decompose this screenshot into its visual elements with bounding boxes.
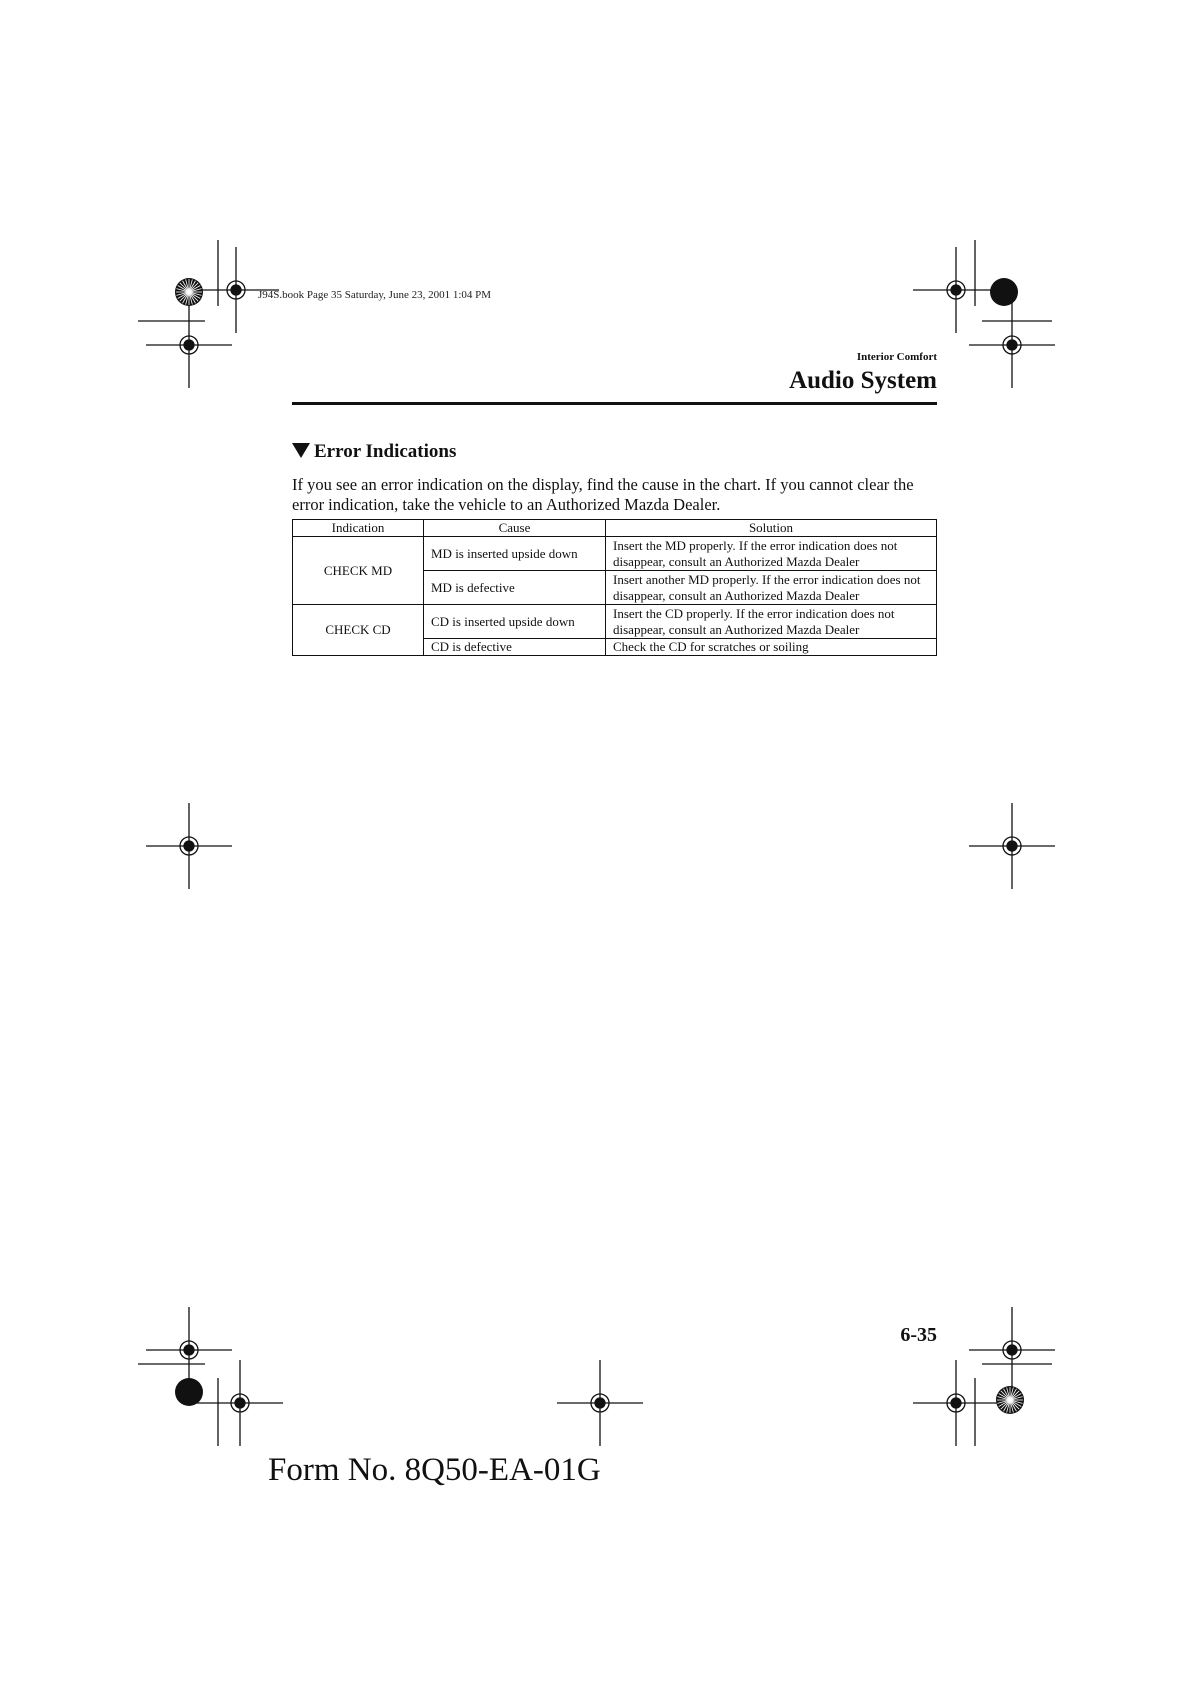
crosshair-mark: [913, 247, 999, 333]
cause-cell: MD is defective: [424, 571, 606, 605]
indication-cell: CHECK MD: [293, 537, 424, 605]
registration-dot: [990, 278, 1018, 306]
intro-paragraph: If you see an error indication on the display, find the cause in the chart. If you cannot clear the error indication, take the vehicle to an Authorized Mazda Dealer.: [292, 475, 914, 514]
crosshair-mark: [146, 302, 232, 388]
crosshair-mark: [969, 1307, 1055, 1393]
registration-dot: [175, 1378, 203, 1406]
indication-cell: CHECK CD: [293, 605, 424, 656]
triangle-down-icon: [292, 443, 310, 458]
section-heading: [292, 441, 456, 463]
solution-cell: Insert the CD properly. If the error indication does not disappear, consult an Authorized Mazda Dealer: [606, 605, 937, 639]
column-header: Cause: [424, 520, 606, 537]
form-number: Form No. 8Q50-EA-01G: [268, 1452, 601, 1488]
error-table: [292, 519, 937, 656]
cause-cell: CD is defective: [424, 639, 606, 656]
page-number: 6-35: [900, 1324, 937, 1346]
title-rule: [292, 402, 937, 405]
table-row: [293, 537, 937, 571]
crosshair-mark: [197, 1360, 283, 1446]
crosshair-mark: [913, 1360, 999, 1446]
starburst-mark: [175, 278, 203, 306]
solution-cell: Insert another MD properly. If the error indication does not disappear, consult an Authorized Mazda Dealer: [606, 571, 937, 605]
crosshair-mark: [969, 803, 1055, 889]
table-row: [293, 605, 937, 639]
crosshair-mark: [557, 1360, 643, 1446]
cause-cell: CD is inserted upside down: [424, 605, 606, 639]
print-header: J94S.book Page 35 Saturday, June 23, 2001 1:04 PM: [258, 289, 492, 301]
table-header-row: [293, 520, 937, 537]
cause-cell: MD is inserted upside down: [424, 537, 606, 571]
solution-cell: Insert the MD properly. If the error indication does not disappear, consult an Authorized Mazda Dealer: [606, 537, 937, 571]
section-label: Interior Comfort: [856, 351, 937, 363]
heading-text: Error Indications: [314, 441, 457, 462]
page-title: Audio System: [789, 367, 937, 394]
crosshair-mark: [969, 302, 1055, 388]
column-header: Indication: [293, 520, 424, 537]
column-header: Solution: [606, 520, 937, 537]
starburst-mark: [996, 1386, 1024, 1414]
crosshair-mark: [146, 803, 232, 889]
solution-cell: Check the CD for scratches or soiling: [606, 639, 937, 656]
